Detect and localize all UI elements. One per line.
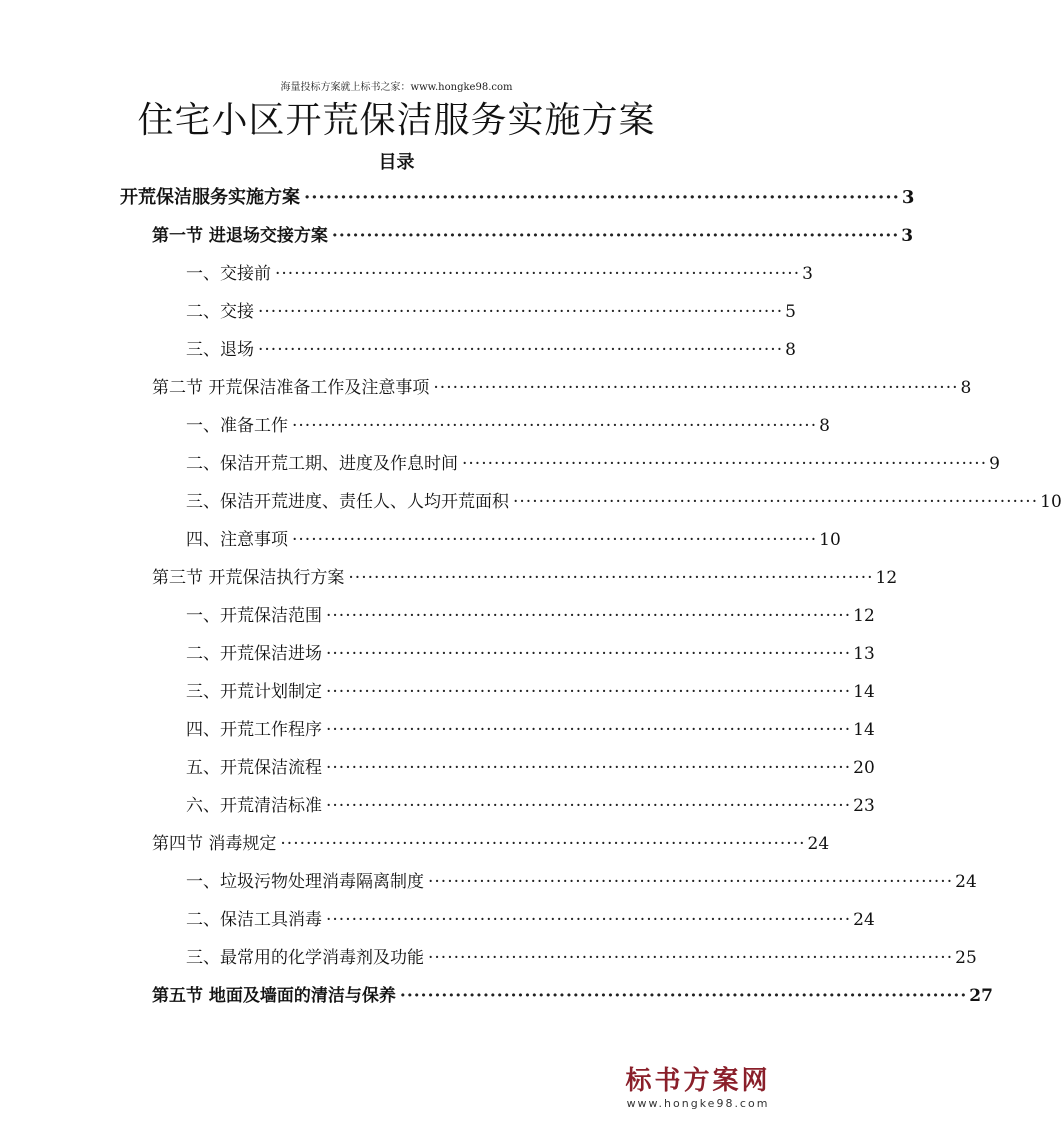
toc-entry-text: 四、开荒工作程序 (186, 720, 322, 740)
toc-entry-page: 27 (969, 986, 993, 1006)
toc-entry-text: 三、最常用的化学消毒剂及功能 (186, 948, 424, 968)
toc-entry-text: 二、交接 (186, 302, 254, 322)
toc-entry[interactable]: 一、交接前 ·················································································· 3 (186, 264, 813, 284)
toc-entry-page: 12 (853, 606, 875, 626)
toc-entry-page: 3 (901, 226, 914, 246)
toc-entry-text: 二、开荒保洁进场 (186, 644, 322, 664)
toc-entry[interactable]: 六、开荒清洁标准 ·················································································· 23 (186, 796, 875, 816)
toc-entry-text: 一、准备工作 (186, 416, 288, 436)
toc-entry[interactable]: 第三节 开荒保洁执行方案 ·················································································· 12 (152, 568, 898, 588)
watermark-logo (613, 1060, 783, 1110)
toc-entry-text: 三、保洁开荒进度、责任人、人均开荒面积 (186, 492, 509, 512)
toc-entry[interactable]: 二、开荒保洁进场 ·················································································· 13 (186, 644, 875, 664)
toc-entry-page: 8 (819, 416, 830, 436)
toc-entry-text: 一、垃圾污物处理消毒隔离制度 (186, 872, 424, 892)
toc-entry-page: 12 (875, 568, 898, 588)
toc-entry-page: 3 (901, 187, 915, 208)
toc-entry-page: 13 (853, 644, 875, 664)
toc-entry-page: 24 (807, 834, 830, 854)
toc-entry-text: 第二节 开荒保洁准备工作及注意事项 (152, 378, 430, 398)
toc-entry-text: 三、退场 (186, 340, 254, 360)
toc-entry-page: 10 (1040, 492, 1062, 512)
toc-entry[interactable]: 二、保洁开荒工期、进度及作息时间 ·················································································· 9 (186, 454, 1000, 474)
toc-entry-page: 3 (802, 264, 813, 284)
document-title: 住宅小区开荒保洁服务实施方案 (137, 100, 656, 141)
header-note: 海量投标方案就上标书之家：www.hongke98.com (280, 82, 513, 93)
toc-entry-text: 二、保洁工具消毒 (186, 910, 322, 930)
toc-entry-text: 第五节 地面及墙面的清洁与保养 (152, 986, 396, 1006)
toc-entry[interactable]: 开荒保洁服务实施方案 ·················································································· 3 (120, 187, 915, 208)
toc-entry[interactable]: 三、最常用的化学消毒剂及功能 ·················································································· 25 (186, 948, 977, 968)
toc-entry-page: 20 (853, 758, 875, 778)
toc-title: 目录 (378, 152, 415, 173)
toc-entry-text: 二、保洁开荒工期、进度及作息时间 (186, 454, 458, 474)
toc-entry-text: 第一节 进退场交接方案 (152, 226, 328, 246)
toc-entry[interactable]: 三、开荒计划制定 ·················································································· 14 (186, 682, 875, 702)
toc-entry[interactable]: 一、准备工作 ·················································································· 8 (186, 416, 830, 436)
toc-entry-text: 六、开荒清洁标准 (186, 796, 322, 816)
toc-entry[interactable]: 二、保洁工具消毒 ·················································································· 24 (186, 910, 875, 930)
toc-entry-page: 14 (853, 682, 875, 702)
toc-entry[interactable]: 四、开荒工作程序 ·················································································· 14 (186, 720, 875, 740)
toc-entry[interactable]: 一、垃圾污物处理消毒隔离制度 ·················································································· 24 (186, 872, 977, 892)
toc-entry[interactable]: 第五节 地面及墙面的清洁与保养 ·················································································· 27 (152, 986, 993, 1006)
toc-entry-text: 一、开荒保洁范围 (186, 606, 322, 626)
toc-entry-page: 24 (853, 910, 875, 930)
toc-entry-text: 第三节 开荒保洁执行方案 (152, 568, 345, 588)
toc-entry[interactable]: 第二节 开荒保洁准备工作及注意事项 ·················································································· 8 (152, 378, 972, 398)
toc-entry[interactable]: 二、交接 ·················································································· 5 (186, 302, 796, 322)
toc-entry-page: 8 (960, 378, 972, 398)
toc-entry[interactable]: 一、开荒保洁范围 ·················································································· 12 (186, 606, 875, 626)
toc-entry-text: 三、开荒计划制定 (186, 682, 322, 702)
toc-entry-page: 8 (785, 340, 796, 360)
toc-entry-page: 9 (989, 454, 1000, 474)
toc-entry-text: 四、注意事项 (186, 530, 288, 550)
watermark-logo-text: 标书方案网 (625, 1066, 771, 1096)
toc-entry[interactable]: 第一节 进退场交接方案 ·················································································· 3 (152, 226, 914, 246)
toc-entry[interactable]: 五、开荒保洁流程 ·················································································· 20 (186, 758, 875, 778)
toc-entry-text: 一、交接前 (186, 264, 271, 284)
toc-entry-page: 23 (853, 796, 875, 816)
toc-entry-page: 14 (853, 720, 875, 740)
toc-entry-text: 五、开荒保洁流程 (186, 758, 322, 778)
toc-entry[interactable]: 三、退场 ·················································································· 8 (186, 340, 796, 360)
toc-entry-page: 24 (955, 872, 977, 892)
toc-entry-text: 第四节 消毒规定 (152, 834, 277, 854)
toc-entry-text: 开荒保洁服务实施方案 (120, 187, 300, 208)
toc-entry-page: 10 (819, 530, 841, 550)
toc-entry[interactable]: 四、注意事项 ·················································································· 10 (186, 530, 841, 550)
toc-entry-page: 5 (785, 302, 796, 322)
toc-entry-page: 25 (955, 948, 977, 968)
toc-entry[interactable]: 第四节 消毒规定 ·················································································· 24 (152, 834, 830, 854)
toc-entry[interactable]: 三、保洁开荒进度、责任人、人均开荒面积 ·················································································· 10 (186, 492, 1062, 512)
watermark-url: www.hongke98.com (626, 1097, 770, 1110)
